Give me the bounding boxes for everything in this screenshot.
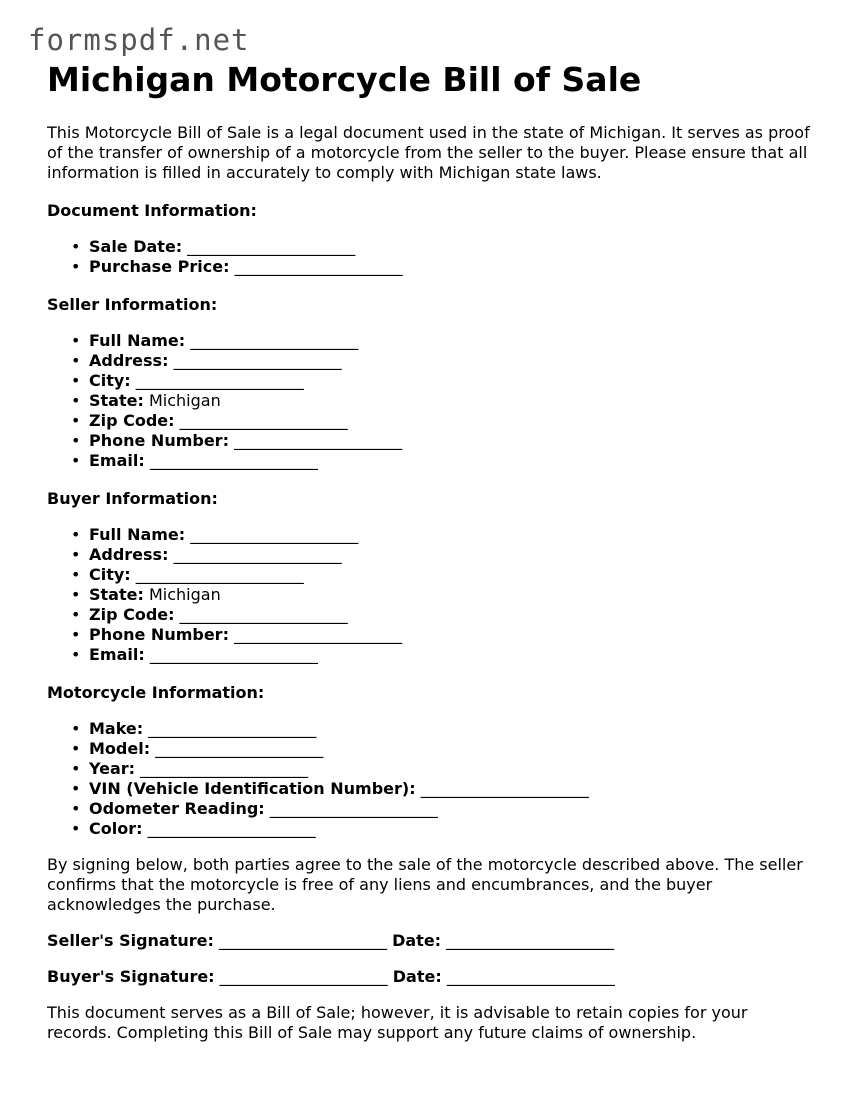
buyer-address-label: Address: (89, 545, 169, 564)
seller-full-name-label: Full Name: (89, 331, 186, 350)
vin-item (89, 779, 817, 799)
model-label: Model: (89, 739, 151, 758)
buyer-date-label: Date: (392, 967, 442, 986)
sale-date-label: Sale Date: (89, 237, 183, 256)
seller-zip-field[interactable]: _____________________ (179, 411, 348, 430)
closing-paragraph: This document serves as a Bill of Sale; however, it is advisable to retain copies for your records. Completing this Bill of Sale may support any future claims of ownership. (47, 1003, 748, 1042)
buyer-info-list (47, 525, 817, 665)
seller-address-field[interactable]: _____________________ (173, 351, 342, 370)
year-item (89, 759, 817, 779)
color-item (89, 819, 817, 839)
seller-date-label: Date: (392, 931, 442, 950)
make-label: Make: (89, 719, 144, 738)
seller-signature-line (47, 931, 817, 951)
make-field[interactable]: _____________________ (148, 719, 317, 738)
buyer-email-item (89, 645, 817, 665)
intro-paragraph: This Motorcycle Bill of Sale is a legal document used in the state of Michigan. It serves as proof of the transfer of ownership of a motorcycle from the seller to the buyer. Please ensure that all information is filled in accurately to comply with Michigan state laws. (47, 123, 810, 182)
odometer-field[interactable]: _____________________ (269, 799, 438, 818)
seller-zip-item (89, 411, 817, 431)
seller-state-item (89, 391, 817, 411)
purchase-price-field[interactable]: _____________________ (234, 257, 403, 276)
seller-city-field[interactable]: _____________________ (135, 371, 304, 390)
buyer-city-label: City: (89, 565, 131, 584)
seller-date-field[interactable]: _____________________ (446, 931, 615, 950)
buyer-full-name-item (89, 525, 817, 545)
buyer-info-heading: Buyer Information: (47, 489, 218, 508)
buyer-state-item (89, 585, 817, 605)
watermark: formspdf.net (28, 23, 250, 57)
seller-full-name-item (89, 331, 817, 351)
buyer-phone-field[interactable]: _____________________ (234, 625, 403, 644)
seller-zip-label: Zip Code: (89, 411, 175, 430)
buyer-zip-field[interactable]: _____________________ (179, 605, 348, 624)
seller-state-label: State: (89, 391, 144, 410)
seller-address-item (89, 351, 817, 371)
buyer-signature-line (47, 967, 817, 987)
document-info-list (47, 237, 817, 277)
odometer-label: Odometer Reading: (89, 799, 265, 818)
buyer-email-field[interactable]: _____________________ (149, 645, 318, 664)
seller-address-label: Address: (89, 351, 169, 370)
color-label: Color: (89, 819, 143, 838)
seller-full-name-field[interactable]: _____________________ (190, 331, 359, 350)
seller-phone-item (89, 431, 817, 451)
buyer-phone-item (89, 625, 817, 645)
motorcycle-info-heading: Motorcycle Information: (47, 683, 265, 702)
seller-city-label: City: (89, 371, 131, 390)
document (47, 60, 817, 1043)
sale-date-field[interactable]: _____________________ (187, 237, 356, 256)
seller-email-item (89, 451, 817, 471)
year-label: Year: (89, 759, 136, 778)
buyer-date-field[interactable]: _____________________ (446, 967, 615, 986)
make-item (89, 719, 817, 739)
vin-field[interactable]: _____________________ (420, 779, 589, 798)
agreement-paragraph: By signing below, both parties agree to the sale of the motorcycle described above. The seller confirms that the motorcycle is free of any liens and encumbrances, and the buyer acknowledges the purchase. (47, 855, 803, 914)
buyer-city-item (89, 565, 817, 585)
page-title: Michigan Motorcycle Bill of Sale (47, 60, 642, 99)
color-field[interactable]: _____________________ (147, 819, 316, 838)
buyer-state-value: Michigan (148, 585, 221, 604)
buyer-zip-item (89, 605, 817, 625)
model-field[interactable]: _____________________ (155, 739, 324, 758)
seller-info-list (47, 331, 817, 471)
motorcycle-info-list (47, 719, 817, 839)
buyer-signature-label: Buyer's Signature: (47, 967, 215, 986)
seller-signature-label: Seller's Signature: (47, 931, 214, 950)
document-info-heading: Document Information: (47, 201, 257, 220)
year-field[interactable]: _____________________ (140, 759, 309, 778)
purchase-price-item (89, 257, 817, 277)
buyer-full-name-field[interactable]: _____________________ (190, 525, 359, 544)
buyer-address-field[interactable]: _____________________ (173, 545, 342, 564)
buyer-state-label: State: (89, 585, 144, 604)
model-item (89, 739, 817, 759)
purchase-price-label: Purchase Price: (89, 257, 230, 276)
buyer-phone-label: Phone Number: (89, 625, 229, 644)
seller-city-item (89, 371, 817, 391)
buyer-full-name-label: Full Name: (89, 525, 186, 544)
seller-state-value: Michigan (148, 391, 221, 410)
odometer-item (89, 799, 817, 819)
buyer-zip-label: Zip Code: (89, 605, 175, 624)
buyer-city-field[interactable]: _____________________ (135, 565, 304, 584)
sale-date-item (89, 237, 817, 257)
seller-phone-label: Phone Number: (89, 431, 229, 450)
vin-label: VIN (Vehicle Identification Number): (89, 779, 416, 798)
buyer-email-label: Email: (89, 645, 145, 664)
seller-email-field[interactable]: _____________________ (149, 451, 318, 470)
buyer-address-item (89, 545, 817, 565)
seller-signature-field[interactable]: _____________________ (219, 931, 387, 950)
seller-info-heading: Seller Information: (47, 295, 218, 314)
seller-email-label: Email: (89, 451, 145, 470)
seller-phone-field[interactable]: _____________________ (234, 431, 403, 450)
buyer-signature-field[interactable]: _____________________ (219, 967, 388, 986)
